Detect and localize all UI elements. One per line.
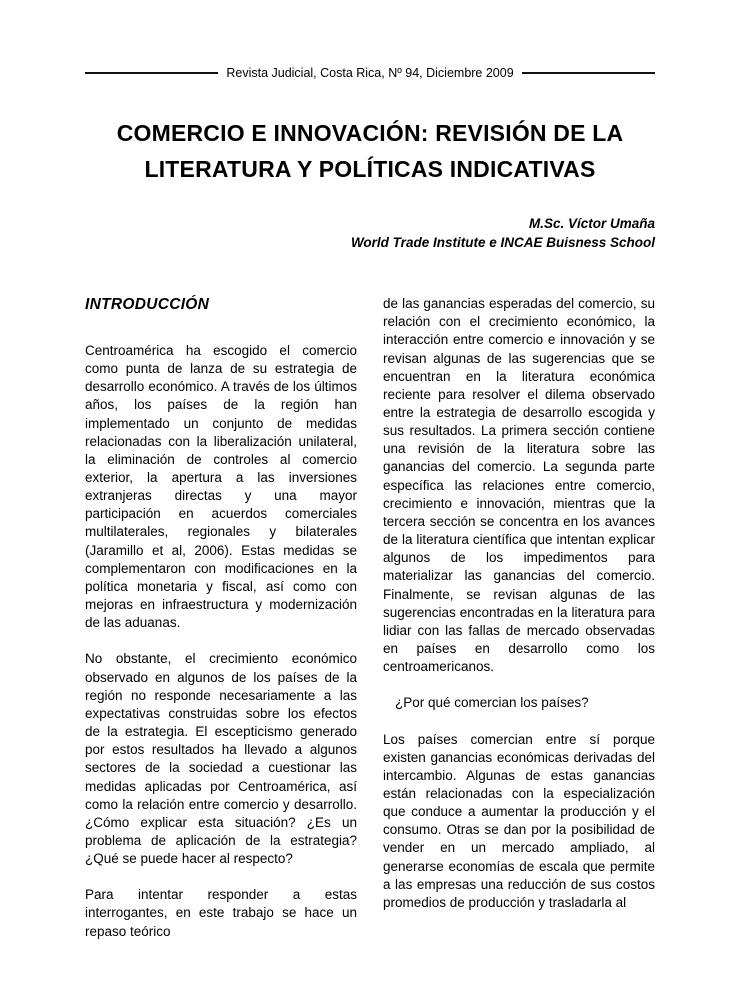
journal-header-text: Revista Judicial, Costa Rica, Nº 94, Diciembre 2009 bbox=[226, 66, 514, 80]
paragraph: Para intentar responder a estas interrogantes, en este trabajo se hace un repaso teórico bbox=[85, 887, 357, 939]
article-title-line-1: COMERCIO E INNOVACIÓN: REVISIÓN DE LA bbox=[116, 120, 624, 146]
header-rule-left bbox=[85, 72, 218, 74]
paragraph: Los países comercian entre sí porque existen ganancias económicas derivadas del intercambio. Algunas de estas ganancias están relacionadas con la especialización que conduce a aumentar la producción y el consumo. Otras se dan por la posibilidad de vender en un mercado ampliado, al generarse economías de escala que permite a las empresas una reducción de sus costos promedios de producción y trasladarla al bbox=[383, 731, 655, 910]
right-column bbox=[383, 295, 655, 959]
two-column-body bbox=[85, 295, 655, 959]
journal-header bbox=[85, 66, 655, 80]
author-affiliation: World Trade Institute e INCAE Buisness School bbox=[350, 235, 655, 251]
author-block bbox=[85, 215, 655, 253]
author-name: M.Sc. Víctor Umaña bbox=[528, 216, 655, 232]
paragraph: No obstante, el crecimiento económico observado en algunos de los países de la región no responde necesariamente a las expectativas construidas sobre los efectos de la estrategia. El escepticismo generado por estos resultados ha llevado a algunos sectores de la sociedad a cuestionar las medidas aplicadas por Centroamérica, así como la relación entre comercio y desarrollo. ¿Cómo explicar esta situación? ¿Es un problema de aplicación de la estrategia? ¿Qué se puede hacer al respecto? bbox=[85, 651, 357, 867]
paragraph: Centroamérica ha escogido el comercio como punta de lanza de su estrategia de desarrollo económico. A través de los últimos años, los países de la región han implementado un conjunto de medidas relacionadas con la liberalización unilateral, la eliminación de controles al comercio exterior, la apertura a las inversiones extranjeras directas y una mayor participación en acuerdos comerciales multilaterales, regionales y bilaterales (Jaramillo et al, 2006). Estas medidas se complementaron con modificaciones en la política monetaria y fiscal, así como con mejoras en infraestructura y modernización de las aduanas. bbox=[85, 342, 357, 631]
section-heading-introduccion: INTRODUCCIÓN bbox=[85, 296, 210, 314]
header-rule-right bbox=[522, 72, 655, 74]
subheading-question: ¿Por qué comercian los países? bbox=[395, 695, 589, 711]
article-title bbox=[85, 116, 655, 187]
article-title-line-2: LITERATURA Y POLÍTICAS INDICATIVAS bbox=[144, 155, 596, 182]
paragraph: de las ganancias esperadas del comercio, su relación con el crecimiento económico, la interacción entre comercio e innovación y se revisan algunas de las sugerencias que se encuentran en la literatura económica reciente para resolver el dilema observado entre la estrategia de desarrollo escogida y sus resultados. La primera sección contiene una revisión de la literatura sobre las ganancias del comercio. La segunda parte específica las relaciones entre comercio, crecimiento e innovación, mientras que la tercera sección se concentra en los avances de la literatura científica que intentan explicar algunos de los impedimentos para materializar las ganancias del comercio. Finalmente, se revisan algunas de las sugerencias encontradas en la literatura para lidiar con las fallas de mercado observadas en países en desarrollo como los centroamericanos. bbox=[383, 296, 655, 675]
left-column bbox=[85, 295, 357, 959]
